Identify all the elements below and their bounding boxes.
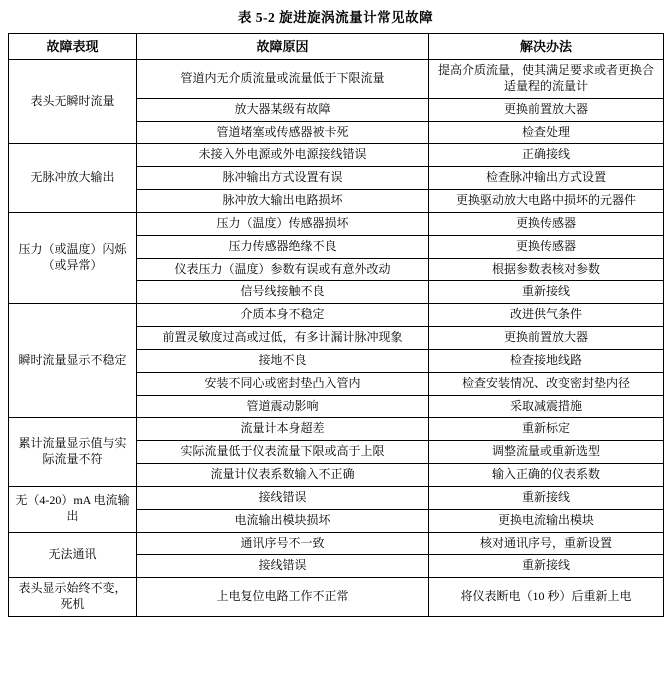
table-row [9, 532, 664, 555]
symptom-cell: 表头无瞬时流量 [9, 60, 137, 144]
table-row [9, 212, 664, 235]
table-header-row [9, 34, 664, 60]
solution-cell: 更换传感器 [429, 235, 664, 258]
cause-cell: 电流输出模块损坏 [137, 509, 429, 532]
solution-cell: 更换传感器 [429, 212, 664, 235]
solution-cell: 调整流量或重新选型 [429, 441, 664, 464]
cause-cell: 未接入外电源或外电源接线错误 [137, 144, 429, 167]
column-header-cause: 故障原因 [137, 34, 429, 60]
solution-cell: 将仪表断电（10 秒）后重新上电 [429, 578, 664, 617]
solution-cell: 重新接线 [429, 486, 664, 509]
solution-cell: 输入正确的仪表系数 [429, 464, 664, 487]
cause-cell: 实际流量低于仪表流量下限或高于上限 [137, 441, 429, 464]
table-body [9, 60, 664, 617]
symptom-cell: 无（4-20）mA 电流输出 [9, 486, 137, 532]
solution-cell: 更换电流输出模块 [429, 509, 664, 532]
table-row [9, 486, 664, 509]
table-row [9, 578, 664, 617]
solution-cell: 重新接线 [429, 555, 664, 578]
solution-cell: 检查处理 [429, 121, 664, 144]
table-row [9, 144, 664, 167]
cause-cell: 介质本身不稳定 [137, 304, 429, 327]
cause-cell: 脉冲输出方式设置有误 [137, 167, 429, 190]
solution-cell: 检查接地线路 [429, 349, 664, 372]
cause-cell: 放大器某级有故障 [137, 98, 429, 121]
symptom-cell: 累计流量显示值与实际流量不符 [9, 418, 137, 486]
solution-cell: 重新标定 [429, 418, 664, 441]
solution-cell: 更换驱动放大电路中损坏的元器件 [429, 190, 664, 213]
solution-cell: 提高介质流量，使其满足要求或者更换合适量程的流量计 [429, 60, 664, 99]
cause-cell: 仪表压力（温度）参数有误或有意外改动 [137, 258, 429, 281]
solution-cell: 更换前置放大器 [429, 327, 664, 350]
cause-cell: 通讯序号不一致 [137, 532, 429, 555]
cause-cell: 管道堵塞或传感器被卡死 [137, 121, 429, 144]
cause-cell: 接线错误 [137, 486, 429, 509]
column-header-symptom: 故障表现 [9, 34, 137, 60]
table-row [9, 418, 664, 441]
cause-cell: 脉冲放大输出电路损坏 [137, 190, 429, 213]
cause-cell: 压力（温度）传感器损坏 [137, 212, 429, 235]
cause-cell: 安装不同心或密封垫凸入管内 [137, 372, 429, 395]
solution-cell: 改进供气条件 [429, 304, 664, 327]
cause-cell: 流量计本身超差 [137, 418, 429, 441]
table-header [9, 34, 664, 60]
table-row [9, 304, 664, 327]
cause-cell: 管道内无介质流量或流量低于下限流量 [137, 60, 429, 99]
cause-cell: 管道震动影响 [137, 395, 429, 418]
cause-cell: 接线错误 [137, 555, 429, 578]
solution-cell: 采取减震措施 [429, 395, 664, 418]
solution-cell: 正确接线 [429, 144, 664, 167]
cause-cell: 信号线接触不良 [137, 281, 429, 304]
cause-cell: 接地不良 [137, 349, 429, 372]
symptom-cell: 表头显示始终不变，死机 [9, 578, 137, 617]
solution-cell: 核对通讯序号，重新设置 [429, 532, 664, 555]
symptom-cell: 瞬时流量显示不稳定 [9, 304, 137, 418]
table-row [9, 60, 664, 99]
cause-cell: 流量计仪表系数输入不正确 [137, 464, 429, 487]
symptom-cell: 无法通讯 [9, 532, 137, 578]
page-title: 表 5-2 旋进旋涡流量计常见故障 [237, 10, 434, 25]
solution-cell: 检查脉冲输出方式设置 [429, 167, 664, 190]
solution-cell: 根据参数表核对参数 [429, 258, 664, 281]
symptom-cell: 无脉冲放大输出 [9, 144, 137, 212]
solution-cell: 检查安装情况、改变密封垫内径 [429, 372, 664, 395]
solution-cell: 更换前置放大器 [429, 98, 664, 121]
fault-table [8, 33, 664, 617]
cause-cell: 压力传感器绝缘不良 [137, 235, 429, 258]
solution-cell: 重新接线 [429, 281, 664, 304]
cause-cell: 上电复位电路工作不正常 [137, 578, 429, 617]
cause-cell: 前置灵敏度过高或过低，有多计漏计脉冲现象 [137, 327, 429, 350]
symptom-cell: 压力（或温度）闪烁（或异常） [9, 212, 137, 303]
column-header-solution: 解决办法 [429, 34, 664, 60]
